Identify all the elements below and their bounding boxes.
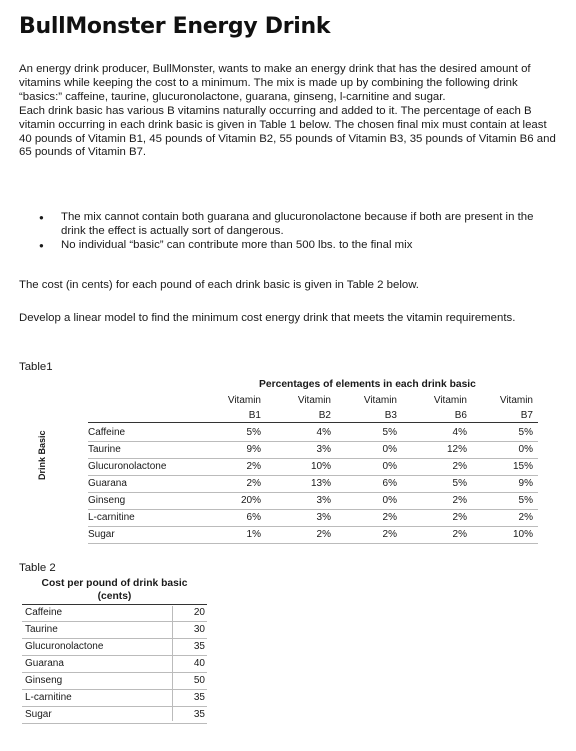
table1-col-header-bottom: B3: [384, 410, 397, 421]
table2-cost-value: 40: [193, 658, 205, 669]
table1-cell: 2%: [452, 512, 467, 523]
table1-cell: 5%: [246, 427, 261, 438]
table2-row-divider: [22, 638, 207, 639]
table2-cost-value: 50: [193, 675, 205, 686]
table2-cost-value: 20: [193, 607, 205, 618]
table2-row-label: Caffeine: [25, 607, 63, 618]
table1-label: Table1: [19, 361, 53, 373]
table1-cell: 10%: [512, 529, 533, 540]
table2-cost-value: 35: [193, 709, 205, 720]
table1-row-label: Glucuronolactone: [88, 461, 167, 472]
table1-row-label: Sugar: [88, 529, 115, 540]
table1-cell: 0%: [382, 495, 397, 506]
table1-row-label: Caffeine: [88, 427, 126, 438]
table1-cell: 10%: [310, 461, 331, 472]
table1-cell: 5%: [452, 478, 467, 489]
table2-row-divider: [22, 655, 207, 656]
table1-cell: 2%: [452, 529, 467, 540]
table1-cell: 6%: [382, 478, 397, 489]
table1-cell: 0%: [382, 461, 397, 472]
table1-cell: 15%: [512, 461, 533, 472]
table1-col-header-top: Vitamin: [499, 395, 533, 406]
table2-heading-line2: (cents): [97, 591, 132, 602]
table1-cell: 5%: [518, 495, 533, 506]
table1-row-divider: [88, 441, 538, 442]
table2-heading: [37, 577, 192, 603]
table1-heading: Percentages of elements in each drink basic: [259, 379, 476, 390]
table2-column-divider: [172, 606, 173, 721]
table2-row-divider: [22, 689, 207, 690]
table1-row-label: L-carnitine: [88, 512, 135, 523]
table1-cell: 4%: [316, 427, 331, 438]
table1-cell: 0%: [382, 444, 397, 455]
table1-cell: 2%: [246, 461, 261, 472]
table2-row-divider: [22, 621, 207, 622]
intro-paragraph-2: Each drink basic has various B vitamins naturally occurring and added to it. The percentage of each B vitamin occurring in each drink basic is given in Table 1 below. The chosen final mix must contain at least 40 pounds of Vitamin B1, 45 pounds of Vitamin B2, 55 pounds of Vitamin B3, 35 pounds of Vitamin B6 and 65 pounds of Vitamin B7.: [19, 104, 556, 159]
table2-header-divider: [22, 604, 207, 605]
table1-col-header-bottom: B2: [318, 410, 331, 421]
table2-row-label: Sugar: [25, 709, 52, 720]
table1-col-header-top: Vitamin: [297, 395, 331, 406]
table1-cell: 2%: [246, 478, 261, 489]
table2-cost-value: 35: [193, 641, 205, 652]
table1-cell: 2%: [382, 512, 397, 523]
develop-text: Develop a linear model to find the minimum cost energy drink that meets the vitamin requirements.: [19, 312, 516, 324]
table2-row-divider: [22, 723, 207, 724]
table1-cell: 13%: [310, 478, 331, 489]
table1-cell: 12%: [446, 444, 467, 455]
table1-cell: 2%: [316, 529, 331, 540]
table1-cell: 2%: [518, 512, 533, 523]
constraint-bullets: [19, 211, 549, 253]
table1-row-divider: [88, 458, 538, 459]
table1-cell: 0%: [518, 444, 533, 455]
table2-cost-value: 35: [193, 692, 205, 703]
table1-cell: 2%: [382, 529, 397, 540]
table1-cell: 5%: [518, 427, 533, 438]
table1-cell: 1%: [246, 529, 261, 540]
table1-header-divider: [88, 422, 538, 423]
table2-row-divider: [22, 706, 207, 707]
table1-col-header-bottom: B7: [520, 410, 533, 421]
table2-cost-value: 30: [193, 624, 205, 635]
table1-cell: 2%: [452, 461, 467, 472]
intro-paragraph: An energy drink producer, BullMonster, wants to make an energy drink that has the desired amount of vitamins while keeping the cost to a minimum. The mix is made up by combining the following drink “basics:” caffeine, taurine, glucuronolactone, guarana, ginseng, l-carnitine and sugar.: [19, 63, 531, 103]
table2-label: Table 2: [19, 562, 56, 574]
table1-cell: 20%: [240, 495, 261, 506]
bullet-item: ● No individual “basic” can contribute more than 500 lbs. to the final mix: [19, 239, 549, 253]
intro-text-block: [19, 63, 559, 160]
table1-cell: 3%: [316, 512, 331, 523]
table1-cell: 2%: [452, 495, 467, 506]
table2-row-label: Guarana: [25, 658, 64, 669]
document-title: BullMonster Energy Drink: [19, 14, 331, 39]
table1-cell: 6%: [246, 512, 261, 523]
table2-heading-line1: Cost per pound of drink basic: [41, 578, 188, 589]
table2-row-divider: [22, 672, 207, 673]
table1-row-label: Ginseng: [88, 495, 126, 506]
table1-cell: 4%: [452, 427, 467, 438]
table1-col-header-bottom: B6: [454, 410, 467, 421]
table1-cell: 3%: [316, 495, 331, 506]
table1-col-header-top: Vitamin: [363, 395, 397, 406]
table2-row-label: Taurine: [25, 624, 58, 635]
table1-cell: 9%: [246, 444, 261, 455]
table1-cell: 5%: [382, 427, 397, 438]
table1-row-divider: [88, 509, 538, 510]
table1-row-divider: [88, 492, 538, 493]
table2-row-label: Glucuronolactone: [25, 641, 104, 652]
table1-row-label: Taurine: [88, 444, 121, 455]
table1-row-divider: [88, 526, 538, 527]
table1-row-divider: [88, 543, 538, 544]
table1-col-header-top: Vitamin: [227, 395, 261, 406]
table2-row-label: L-carnitine: [25, 692, 72, 703]
table1-row-label: Guarana: [88, 478, 127, 489]
cost-intro-text: The cost (in cents) for each pound of each drink basic is given in Table 2 below.: [19, 279, 419, 291]
table1-col-header-top: Vitamin: [433, 395, 467, 406]
table1-col-header-bottom: B1: [248, 410, 261, 421]
table1-cell: 9%: [518, 478, 533, 489]
table1-row-divider: [88, 475, 538, 476]
bullet-item: ● The mix cannot contain both guarana and glucuronolactone because if both are present in the drink the effect is actually sort of dangerous.: [19, 211, 549, 239]
table1-side-label: Drink Basic: [37, 430, 47, 480]
table1-cell: 3%: [316, 444, 331, 455]
table2-row-label: Ginseng: [25, 675, 63, 686]
